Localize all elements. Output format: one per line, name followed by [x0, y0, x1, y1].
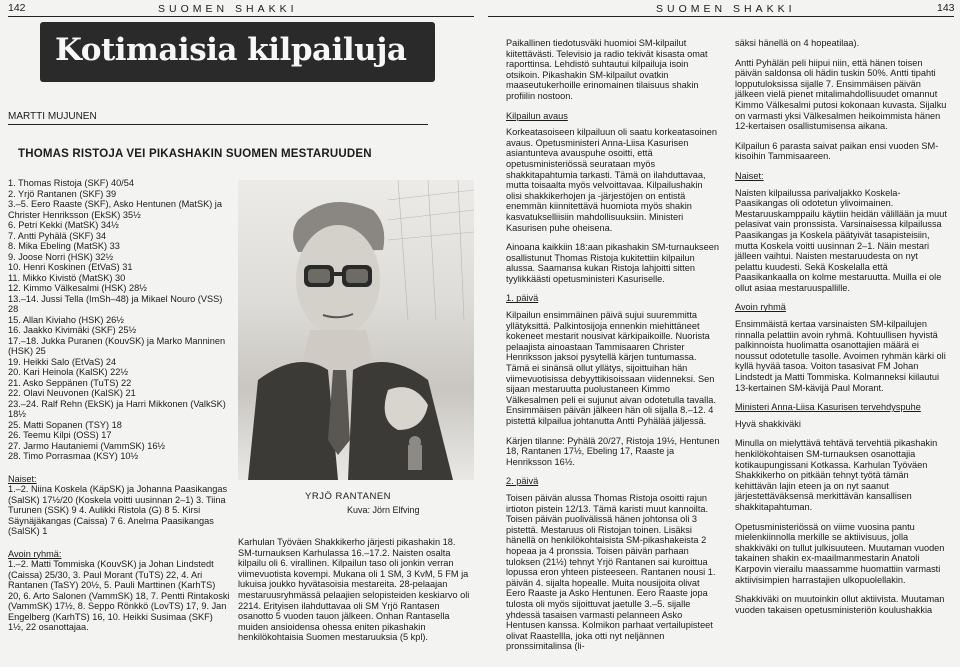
standings-row: 28. Timo Porrasmaa (KSY) 10½: [8, 451, 139, 461]
body-paragraph: Minulla on mielyttävä tehtävä tervehtiä pikashakin henkilökohtaisen SM-turnauksen osanottajia kotikaupungissani Kotkassa. Karhulan Työväen Shakkikerho on pitkään tehnyt työtä tämän kehittävän lajin eteen ja on nyt saanut järjestettäväksensä merkittävän kansallisen shakkitapahtuman.: [735, 438, 938, 512]
standings-row: 9. Joose Norri (HSK) 32½: [8, 251, 114, 262]
text-column-1: [506, 38, 720, 661]
banner-title: Kotimaisia kilpailuja: [55, 32, 407, 68]
body-paragraph: Ainoana kaikkiin 18:aan pikashakin SM-turnaukseen osallistunut Thomas Ristoja kukitettiin kilpailun alussa. Saamansa kukan Ristoja lahjoitti sitten tyylikkäästi opetusministeri Kasuriselle.: [506, 242, 719, 284]
portrait-illustration: [238, 180, 474, 480]
body-paragraph: Shakkiväki on muutoinkin ollut aktiivista. Muutaman vuoden takaisen opetusministeriön koulushakkia: [735, 594, 945, 615]
body-paragraph: säksi hänellä on 4 hopeatilaa).: [735, 38, 860, 48]
page-number-left: 142: [8, 2, 26, 14]
standings-row: 10. Henri Koskinen (EtVaS) 31: [8, 262, 133, 272]
author-name: MARTTI MUJUNEN: [8, 111, 97, 122]
standings-row: 22. Olavi Neuvonen (KalSK) 21: [8, 388, 136, 398]
body-paragraph: Paikallinen tiedotusväki huomioi SM-kilpailut kiitettävästi. Televisio ja radio tekivät kisasta omat raporttinsa. Lehdistö suhtautui kilpailuja isoin otsikoin. Pikashakin SM-kilpailut ovatkin maaseutukerhoille erinomainen tilaisuus shakin profiilin nostoon.: [506, 38, 708, 101]
section-heading: Ministeri Anna-Liisa Kasurisen tervehdyspuhe: [735, 402, 921, 413]
naiset-heading: Naiset:: [8, 473, 37, 484]
naiset-results: 1.–2. Niina Koskela (KäpSK) ja Johanna Paasikangas (SalSK) 17½/20 (Koskela voitti uusinnan 2–1) 3. Tiina Turunen (SSK) 9 4. Aulikki Ristola (G) 8 5. Kirsi Säynäjäkangas (Caissa) 7 6. Anelma Paasikangas (SalSK) 1: [8, 484, 228, 536]
standings-row: 8. Mika Ebeling (MatSK) 33: [8, 241, 120, 251]
standings-row: 1. Thomas Ristoja (SKF) 40/54: [8, 178, 134, 188]
standings-row: 21. Asko Seppänen (TuTS) 22: [8, 377, 132, 388]
photo-caption-credit: Kuva: Jörn Elfving: [347, 505, 420, 515]
body-paragraph: Opetusministeriössä on viime vuosina pantu mielenkiinnolla merkille se aktiivisuus, jolla shakkiväki on tullut julkisuuteen. Muutaman vuoden takainen shakin ex-maailmanmestarin Anatoli Karpovin vierailu maassamme huomattiin varmasti aktiivisimpien harrastajien ulkopuolellakin.: [735, 521, 945, 585]
section-heading: 1. päivä: [506, 293, 539, 304]
page-number-right: 143: [937, 2, 955, 14]
body-paragraph: Kärjen tilanne: Pyhälä 20/27, Ristoja 19½, Hentunen 18, Rantanen 17½, Ebeling 17, Raaste ja Henriksson 16½.: [506, 435, 720, 467]
photo-caption-name: YRJÖ RANTANEN: [305, 491, 392, 502]
text-column-2: [735, 38, 947, 624]
header-rule-right: [488, 16, 954, 17]
standings-row: 3.–5. Eero Raaste (SKF), Asko Hentunen (MatSK) ja Christer Henriksson (EkSK) 35½: [8, 199, 222, 220]
standings-row: 23.–24. Ralf Rehn (EkSK) ja Harri Mikkonen (ValkSK) 18½: [8, 398, 226, 419]
body-paragraph: Naisten kilpailussa parivaljakko Koskela-Paasikangas oli odotetun ylivoimainen. Mestaruuskamppailu käytiin heidän välillään ja muut pelasivat vain pronssista. Varsinaisessa kilpailussa Paasikangas ja Koskela päätyivät tasapisteisiin, mutta Koskela voitti uusinnan 2–1. Näin mestari jälleen vaihtui. Naisten mestaruudesta on nyt pelattu kuudesti. Sekä Koskelalla että Paasikankaalla on kolme mestaruutta. Muilla ei ole ollut asiaa mestaruuspallille.: [735, 187, 947, 293]
running-head-left: SUOMEN SHAKKI: [158, 3, 298, 15]
running-head-right: SUOMEN SHAKKI: [656, 3, 796, 15]
intro-paragraph: Karhulan Työväen Shakkikerho järjesti pikashakin 18. SM-turnauksen Karhulassa 16.–17.2. Naisten osalta kilpailu oli 6. virallinen. Kilpailun taso oli jonkin verran viimevuotista kovempi. Mukana oli 1 SM, 3 KvM, 5 FM ja lukuisa joukko hyvätasoisia mestareita. 28-pelaajan mestaruusryhmässä pelaajien selopisteiden keskiarvo oli 2214. Erityisen ilahduttavaa oli SM Yrjö Rantasen osanotto 5 vuoden tauon jälkeen. Onhan Rantasella muiden ansioidensa ohessa eniten pikashakin henkilökohtaisia Suomen mestaruuksia (5 kpl).: [238, 537, 470, 643]
avoin-heading: Avoin ryhmä:: [8, 548, 62, 559]
body-paragraph: Hyvä shakkiväki: [735, 418, 801, 429]
body-paragraph: Antti Pyhälän peli hiipui niin, että hänen toisen päivän saldonsa oli hädin tuskin 50%. Antti tipahti lopputuloksissa sijalle 7. Ensimmäisen päivän jälkeen vielä pienet mitalimahdollisuudet omannut Kimmo Välkesalmi putosi kokonaan kuvasta. Sijalku on varmasti yksi Välkesalmen heikoimmista hänen 12-kertaisen osallistumisensa aikana.: [735, 57, 947, 132]
section-heading: Avoin ryhmä: [735, 302, 786, 313]
standings-row: 27. Jarmo Hautaniemi (VammSK) 16½: [8, 440, 166, 451]
standings-row: 15. Allan Kiviaho (HSK) 26½: [8, 314, 124, 325]
standings-list: [8, 178, 230, 462]
standings-row: 6. Petri Kekki (MatSK) 34½: [8, 220, 119, 230]
body-paragraph: Ensimmäistä kertaa varsinaisten SM-kilpailujen rinnalla pelattiin avoin ryhmä. Kohtuullisen hyvistä palkinnoista huolimatta osanottajien määrä ei noussut odotetulle tasolle. Avoimen ryhmän kärki oli kyllä hyvää tasoa. Voiton tasasivat FM Johan Lindstedt ja Matti Tommiska. Kolmanneksi kiilautui 13-kertainen SM-kävijä Paul Morant.: [735, 319, 946, 393]
author-rule: [8, 124, 428, 125]
portrait-photo: [238, 180, 474, 480]
standings-row: 19. Heikki Salo (EtVaS) 24: [8, 356, 117, 367]
standings-row: 26. Teemu Kilpi (OSS) 17: [8, 430, 112, 440]
standings-row: 11. Mikko Kivistö (MatSK) 30: [8, 272, 126, 283]
results-list: [8, 178, 230, 633]
section-heading: Kilpailun avaus: [506, 110, 568, 121]
right-page: [480, 0, 960, 667]
body-paragraph: Kilpailun ensimmäinen päivä sujui suuremmitta yllätyksittä. Palkintosijoja ennenkin miehittäneet kokeneet mestarit nousivat kärkipaikoille. Nuorista pelaajista ainoastaan Tammisaaren Christer Henriksson jaksoi pysytellä kärjen tuntumassa. Tämä ei sinänsä ollut yllätys, sijoittuihan hän viimevuotisissa debyyttikisoissaan viidenneksi. Sen sijaan mestaruutta puolustaneen Kimmo Välkesalmen peli ei sujunut aivan odotetulla tavalla. Ensimmäisen päivän jälkeen hän oli sijalla 8.–12. 4 pistettä kilpailua johtanutta Antti Pyhälää jäljessä.: [506, 310, 716, 426]
section-heading: 2. päivä: [506, 476, 539, 487]
standings-row: 20. Kari Heinola (KalSK) 22½: [8, 367, 129, 377]
article-headline: THOMAS RISTOJA VEI PIKASHAKIN SUOMEN MESTARUUDEN: [18, 148, 372, 160]
avoin-results: 1.–2. Matti Tommiska (KouvSK) ja Johan Lindstedt (Caissa) 25/30, 3. Paul Morant (TuTS) 22, 4. Ari Rantanen (TaSY) 20½, 5. Pauli Marttinen (KarhTS) 20, 6. Arto Salonen (VammSK) 18, 7. Pentti Rintakoski (VammSK) 17½, 8. Seppo Rönkkö (LovTS) 17, 9. Jan Engelberg (KarhTS) 16, 10. Heikki Susimaa (SKF) 1½, 22 osanottajaa.: [8, 559, 230, 632]
standings-row: 12. Kimmo Välkesalmi (HSK) 28½: [8, 283, 147, 293]
standings-row: 25. Matti Sopanen (TSY) 18: [8, 419, 122, 430]
section-heading: Naiset:: [735, 170, 764, 181]
standings-row: 2. Yrjö Rantanen (SKF) 39: [8, 188, 117, 199]
header-rule-left: [8, 16, 474, 17]
standings-row: 16. Jaakko Kivimäki (SKF) 25½: [8, 325, 137, 335]
body-paragraph: Korkeatasoiseen kilpailuun oli saatu korkeatasoinen avaus. Opetusministeri Anna-Liisa Kasurisen asiantunteva avauspuhe osoitti, että opetusministeriössä seurataan myös shakkitapahtumia tarkasti. Tämä on ilahduttavaa, mutta toisaalta myös velvoittavaa. Kilpailushakin olisi shakkikerhojen ja -järjestöjen on entistä enemmän kiinnitettävä huomiota myös shakin kasvatukselliisiin mahdollisuuksiin. Ministeri Kasurisen puhe oheisena.: [506, 127, 717, 233]
body-paragraph: Kilpailun 6 parasta saivat paikan ensi vuoden SM-kisoihin Tammisaareen.: [735, 140, 939, 162]
standings-row: 13.–14. Jussi Tella (ImSh–48) ja Mikael Nouro (VSS) 28: [8, 293, 223, 314]
standings-row: 7. Antti Pyhälä (SKF) 34: [8, 230, 107, 241]
body-paragraph: Toisen päivän alussa Thomas Ristoja osoitti rajun irtioton pistein 12/13. Tämä karisti muut kannoilta. Toisen päivän puolivälissä hänen johtonsa oli 3 pistettä. Mestaruus oli Ristojan toinen. Lisäksi hänellä on henkilökohtaisista SM-pikashakeista 2 hopeaa ja 4 pronssia. Toisen päivän parhaan tuloksen (21½) tehnyt Yrjö Rantanen sai kuroittua lopussa eron yhteen pisteeseen. Rantanen nousi 1. päivän 4. sijalta hopealle. Muita nousijoita olivat Eero Raaste ja Asko Hentunen. Eero Raaste jopa tulosta oli myös sijoittuvat jaetulle 3.–5. sijalle yhdessä tasaisen varmasti pelanneen Asko Hentusen kanssa. Kolmikon parhaat vertailupisteet olivat Raastellla, joka otti nyt neljännen pronssimitalinsa (li-: [506, 492, 716, 652]
standings-row: 17.–18. Jukka Puranen (KouvSK) ja Marko Manninen (HSK) 25: [8, 335, 226, 356]
